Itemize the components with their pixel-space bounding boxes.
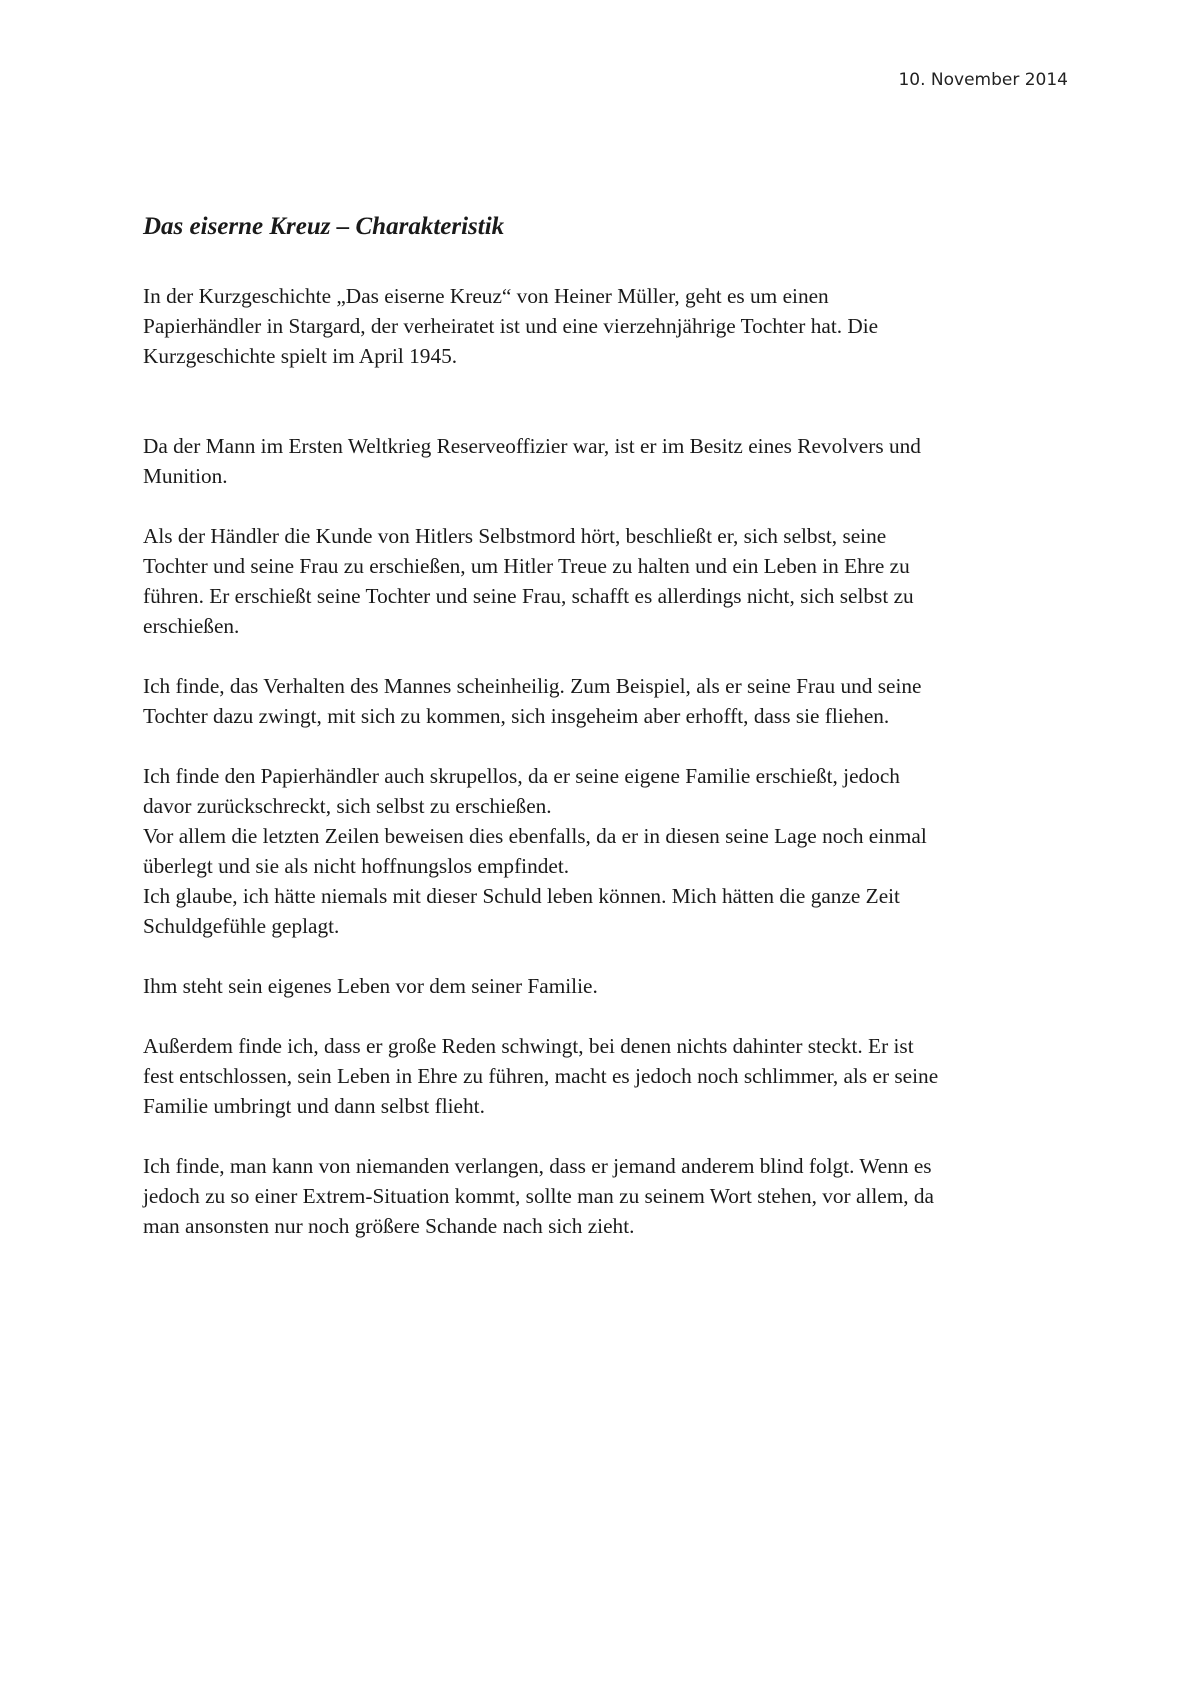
text-line: Munition. [143,464,228,488]
paragraph-spacer [143,371,1063,431]
paragraph-background [143,431,1063,491]
text-line: Außerdem finde ich, dass er große Reden schwingt, bei denen nichts dahinter steckt. Er ist [143,1034,914,1058]
text-line: Ich finde, das Verhalten des Mannes scheinheilig. Zum Beispiel, als er seine Frau und seine [143,674,922,698]
paragraph-spacer [143,731,1063,761]
text-line: In der Kurzgeschichte „Das eiserne Kreuz“ von Heiner Müller, geht es um einen [143,284,829,308]
document-title: Das eiserne Kreuz – Charakteristik [143,213,505,240]
paragraph-conclusion [143,1151,1063,1241]
paragraph-spacer [143,491,1063,521]
text-line: Als der Händler die Kunde von Hitlers Selbstmord hört, beschließt er, sich selbst, seine [143,524,887,548]
paragraph-own-life [143,971,1063,1001]
document-date: 10. November 2014 [898,70,1068,90]
text-line: überlegt und sie als nicht hoffnungslos empfindet. [143,854,570,878]
text-line: führen. Er erschießt seine Tochter und seine Frau, schafft es allerdings nicht, sich selbst zu [143,584,914,608]
text-line: man ansonsten nur noch größere Schande nach sich zieht. [143,1214,635,1238]
paragraph-speeches [143,1031,1063,1121]
paragraph-hypocrisy [143,671,1063,731]
paragraph-spacer [143,1001,1063,1031]
paragraph-spacer [143,641,1063,671]
text-line: Ich finde, man kann von niemanden verlangen, dass er jemand anderem blind folgt. Wenn es [143,1154,932,1178]
text-line: jedoch zu so einer Extrem-Situation kommt, sollte man zu seinem Wort stehen, vor allem, da [143,1184,935,1208]
text-line: davor zurückschreckt, sich selbst zu erschießen. [143,794,552,818]
text-line: Kurzgeschichte spielt im April 1945. [143,344,458,368]
paragraph-intro [143,281,1063,371]
paragraph-unscrupulous [143,761,1063,941]
text-line: Ihm steht sein eigenes Leben vor dem seiner Familie. [143,974,598,998]
text-line: Papierhändler in Stargard, der verheiratet ist und eine vierzehnjährige Tochter hat. Die [143,314,879,338]
text-line: Vor allem die letzten Zeilen beweisen dies ebenfalls, da er in diesen seine Lage noch einmal [143,824,927,848]
text-line: Tochter und seine Frau zu erschießen, um Hitler Treue zu halten und ein Leben in Ehre zu [143,554,910,578]
text-line: Tochter dazu zwingt, mit sich zu kommen, sich insgeheim aber erhofft, dass sie fliehen. [143,704,890,728]
paragraph-spacer [143,1121,1063,1151]
paragraph-plot [143,521,1063,641]
text-line: erschießen. [143,614,240,638]
text-line: Familie umbringt und dann selbst flieht. [143,1094,485,1118]
paragraph-spacer [143,941,1063,971]
text-line: Ich glaube, ich hätte niemals mit dieser Schuld leben können. Mich hätten die ganze Zeit [143,884,900,908]
text-line: fest entschlossen, sein Leben in Ehre zu führen, macht es jedoch noch schlimmer, als er seine [143,1064,939,1088]
document-body [143,212,1063,1241]
text-line: Schuldgefühle geplagt. [143,914,340,938]
text-line: Da der Mann im Ersten Weltkrieg Reserveoffizier war, ist er im Besitz eines Revolvers und [143,434,921,458]
text-line: Ich finde den Papierhändler auch skrupellos, da er seine eigene Familie erschießt, jedoch [143,764,900,788]
